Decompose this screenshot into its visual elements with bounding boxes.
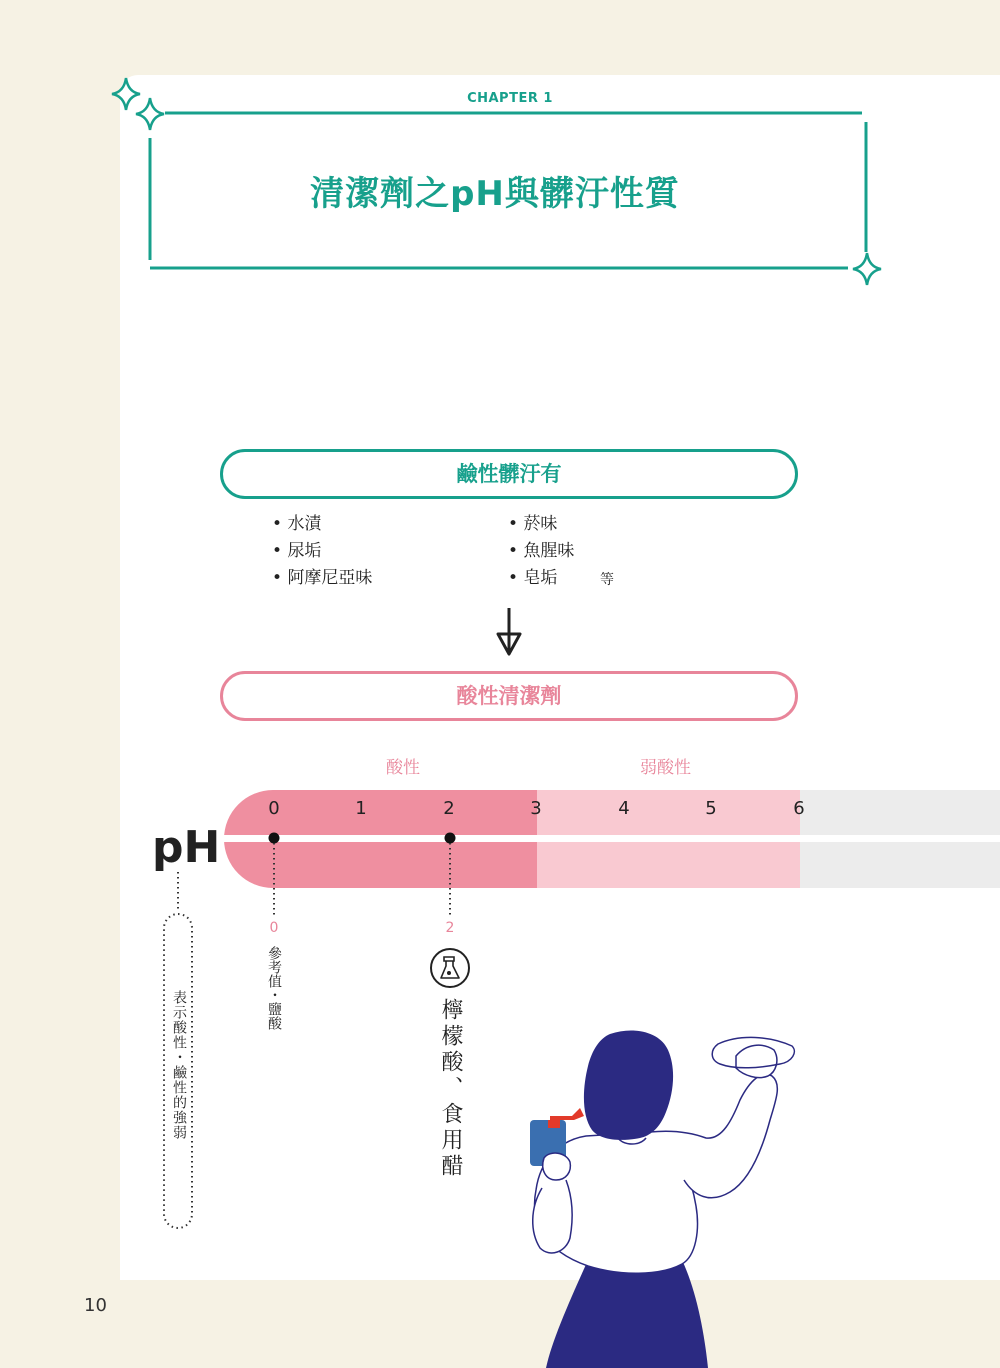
ph-tick: 0 xyxy=(268,798,280,819)
etc-label: 等 xyxy=(600,572,614,588)
list-item: • 尿垢 xyxy=(272,538,372,565)
sparkle-icon xyxy=(850,251,884,289)
side-note: 表示酸性・鹼性的強弱 xyxy=(171,990,187,1140)
chapter-label: CHAPTER 1 xyxy=(467,91,553,106)
acid-range-label: 酸性 xyxy=(386,758,420,778)
ph-tick: 1 xyxy=(355,798,367,819)
arrow-down-icon xyxy=(494,606,524,658)
list-item: • 菸味 xyxy=(508,511,574,538)
page-number: 10 xyxy=(84,1295,107,1316)
weak-acid-range-label: 弱酸性 xyxy=(640,758,691,778)
alkaline-list-left xyxy=(272,511,372,592)
marker-0-text: 參考值・鹽酸 xyxy=(266,946,282,1030)
ph-tick: 6 xyxy=(793,798,805,819)
woman-cleaning-illustration xyxy=(500,1020,820,1368)
ph-tick: 3 xyxy=(530,798,542,819)
acid-cleaner-heading: 酸性清潔劑 xyxy=(220,671,798,721)
marker-2-text: 檸檬酸、食用醋 xyxy=(438,998,463,1180)
marker-2-value: 2 xyxy=(445,920,455,936)
sparkle-icon xyxy=(110,76,170,136)
alkaline-dirt-heading: 鹼性髒汙有 xyxy=(220,449,798,499)
alkaline-list-right xyxy=(508,511,574,592)
marker-0-value: 0 xyxy=(269,920,279,936)
list-item: • 皂垢 xyxy=(508,565,574,592)
ph-label: pH xyxy=(152,822,221,873)
ph-tick: 2 xyxy=(443,798,455,819)
list-item: • 魚腥味 xyxy=(508,538,574,565)
page-title: 清潔劑之pH與髒汙性質 xyxy=(310,174,680,214)
list-item: • 水漬 xyxy=(272,511,372,538)
ph-tick: 4 xyxy=(618,798,630,819)
ph-tick: 5 xyxy=(705,798,717,819)
dotted-connectors xyxy=(160,838,470,1238)
spray-bottle-icon xyxy=(428,946,472,990)
list-item: • 阿摩尼亞味 xyxy=(272,565,372,592)
